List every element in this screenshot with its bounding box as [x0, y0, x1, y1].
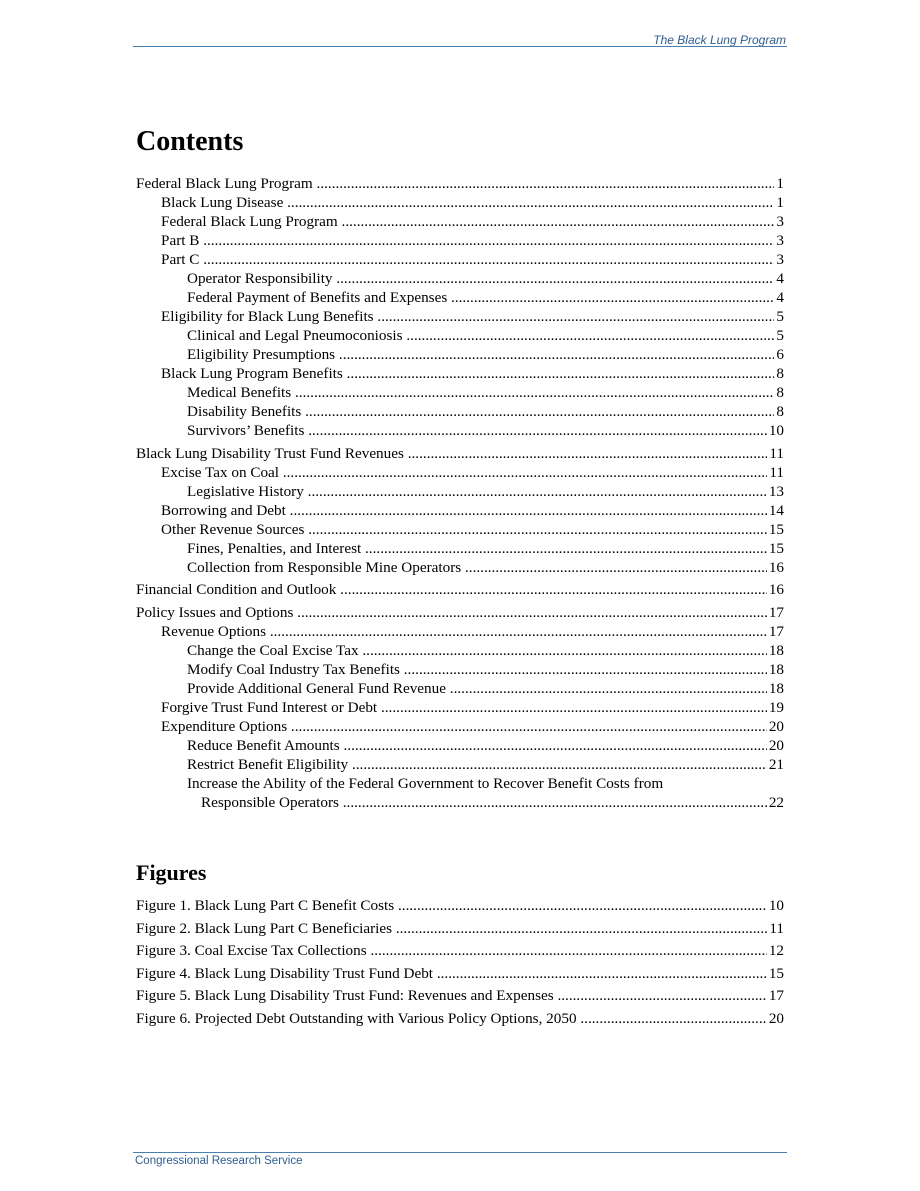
toc-entry[interactable]: Forgive Trust Fund Interest or Debt ..... 19 — [136, 698, 784, 717]
toc-entry[interactable]: Responsible Operators ..... 22 — [136, 793, 784, 812]
toc-entry[interactable]: Change the Coal Excise Tax ..... 18 — [136, 641, 784, 660]
figure-entry[interactable]: Figure 4. Black Lung Disability Trust Fund Debt ..... 15 — [136, 964, 784, 983]
toc-entry[interactable]: Fines, Penalties, and Interest ..... 15 — [136, 539, 784, 558]
toc-entry[interactable]: Black Lung Disability Trust Fund Revenues ..... 11 — [136, 444, 784, 463]
toc-entry[interactable]: Other Revenue Sources ..... 15 — [136, 520, 784, 539]
toc-entry[interactable]: Eligibility Presumptions ..... 6 — [136, 345, 784, 364]
figures-heading: Figures — [136, 860, 207, 885]
toc-entry[interactable]: Black Lung Program Benefits ..... 8 — [136, 364, 784, 383]
toc-entry[interactable]: Federal Payment of Benefits and Expenses ..... 4 — [136, 288, 784, 307]
toc-entry[interactable]: Federal Black Lung Program ..... 3 — [136, 212, 784, 231]
toc-entry[interactable]: Black Lung Disease ..... 1 — [136, 193, 784, 212]
footer-rule — [133, 1152, 787, 1153]
footer-publisher: Congressional Research Service — [135, 1155, 303, 1167]
toc-entry[interactable]: Collection from Responsible Mine Operators ..... 16 — [136, 558, 784, 577]
figure-entry[interactable]: Figure 3. Coal Excise Tax Collections ..... 12 — [136, 941, 784, 960]
contents-list — [136, 174, 784, 812]
toc-entry[interactable]: Federal Black Lung Program ..... 1 — [136, 174, 784, 193]
toc-entry[interactable]: Survivors’ Benefits ..... 10 — [136, 421, 784, 440]
toc-entry[interactable]: Eligibility for Black Lung Benefits ..... 5 — [136, 307, 784, 326]
toc-entry[interactable]: Clinical and Legal Pneumoconiosis ..... 5 — [136, 326, 784, 345]
toc-entry-wrapped-line[interactable]: Increase the Ability of the Federal Government to Recover Benefit Costs from — [187, 774, 664, 792]
toc-entry[interactable]: Restrict Benefit Eligibility ..... 21 — [136, 755, 784, 774]
toc-entry[interactable]: Borrowing and Debt ..... 14 — [136, 501, 784, 520]
toc-entry[interactable]: Policy Issues and Options ..... 17 — [136, 603, 784, 622]
toc-entry[interactable]: Medical Benefits ..... 8 — [136, 383, 784, 402]
toc-entry[interactable]: Modify Coal Industry Tax Benefits ..... 18 — [136, 660, 784, 679]
toc-entry[interactable]: Financial Condition and Outlook ..... 16 — [136, 580, 784, 599]
toc-entry[interactable]: Part B ..... 3 — [136, 231, 784, 250]
toc-entry[interactable]: Expenditure Options ..... 20 — [136, 717, 784, 736]
toc-entry[interactable]: Revenue Options ..... 17 — [136, 622, 784, 641]
header-rule — [133, 46, 787, 47]
toc-entry[interactable]: Excise Tax on Coal ..... 11 — [136, 463, 784, 482]
figure-entry[interactable]: Figure 6. Projected Debt Outstanding with Various Policy Options, 2050 ..... 20 — [136, 1009, 784, 1028]
figure-entry[interactable]: Figure 2. Black Lung Part C Beneficiaries ..... 11 — [136, 919, 784, 938]
toc-entry[interactable]: Operator Responsibility ..... 4 — [136, 269, 784, 288]
running-header-title: The Black Lung Program — [653, 33, 786, 47]
toc-entry[interactable]: Provide Additional General Fund Revenue ..... 18 — [136, 679, 784, 698]
figure-entry[interactable]: Figure 5. Black Lung Disability Trust Fund: Revenues and Expenses ..... 17 — [136, 986, 784, 1005]
figures-list — [136, 896, 784, 1028]
toc-entry[interactable]: Disability Benefits ..... 8 — [136, 402, 784, 421]
toc-entry[interactable]: Part C ..... 3 — [136, 250, 784, 269]
figure-entry[interactable]: Figure 1. Black Lung Part C Benefit Costs ..... 10 — [136, 896, 784, 915]
toc-entry[interactable]: Legislative History ..... 13 — [136, 482, 784, 501]
toc-entry[interactable]: Reduce Benefit Amounts ..... 20 — [136, 736, 784, 755]
contents-heading: Contents — [136, 126, 244, 157]
